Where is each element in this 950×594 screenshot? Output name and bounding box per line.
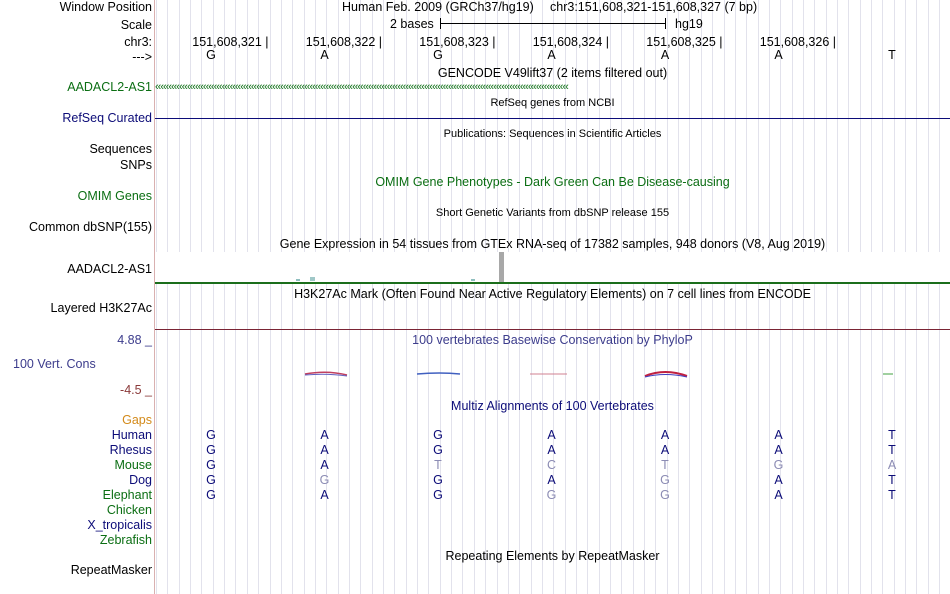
coordinate-tick-label: 151,608,324 | — [532, 35, 609, 49]
gtex-plot-area[interactable] — [155, 252, 950, 282]
alignment-base: A — [547, 428, 556, 442]
alignment-base: T — [888, 488, 896, 502]
alignment-base: G — [433, 473, 443, 487]
alignment-base: A — [774, 488, 783, 502]
repeatmasker-track-label[interactable]: RepeatMasker — [70, 563, 152, 577]
alignment-base: G — [546, 488, 557, 502]
window-position-label: Window Position — [59, 0, 152, 14]
scale-db: hg19 — [675, 17, 703, 31]
alignment-base: G — [660, 473, 670, 487]
gtex-small-bar — [310, 277, 315, 281]
reference-base: G — [433, 48, 443, 62]
alignment-base: T — [434, 458, 442, 472]
alignment-base: G — [660, 488, 670, 502]
h3k27ac-signal-line — [155, 329, 950, 330]
publications-track-title[interactable]: Publications: Sequences in Scientific Articles — [443, 128, 662, 140]
assembly-name: Human Feb. 2009 (GRCh37/hg19) — [342, 0, 534, 14]
alignment-base: A — [660, 443, 670, 457]
species-label[interactable]: Dog — [129, 473, 152, 487]
dbsnp-track-title[interactable]: Short Genetic Variants from dbSNP release 155 — [435, 207, 670, 219]
gtex-track-label[interactable]: AADACL2-AS1 — [67, 262, 152, 276]
coordinate-tick-label: 151,608,325 | — [646, 35, 723, 49]
alignment-base: T — [888, 428, 896, 442]
h3k27ac-track-label[interactable]: Layered H3K27Ac — [50, 301, 152, 315]
position-text: chr3:151,608,321-151,608,327 (7 bp) — [550, 0, 758, 14]
alignment-base: A — [320, 443, 329, 457]
alignment-base: A — [547, 443, 556, 457]
alignment-base: T — [888, 473, 896, 487]
alignment-base: G — [319, 473, 330, 487]
omim-track-label[interactable]: OMIM Genes — [77, 189, 152, 203]
phylop-plot[interactable] — [155, 366, 950, 382]
alignment-base: A — [547, 473, 556, 487]
alignment-base: C — [546, 458, 557, 472]
omim-track-title[interactable]: OMIM Gene Phenotypes - Dark Green Can Be Disease-causing — [375, 175, 730, 189]
species-label[interactable]: Rhesus — [109, 443, 152, 457]
alignment-base: T — [888, 443, 896, 457]
reference-base: T — [888, 48, 896, 62]
species-label[interactable]: Human — [111, 428, 152, 442]
reference-base: A — [547, 48, 556, 62]
gtex-track-title[interactable]: Gene Expression in 54 tissues from GTEx RNA-seq of 17382 samples, 948 donors (V8, Aug 2019) — [279, 237, 826, 251]
alignment-base: G — [206, 443, 216, 457]
alignment-base: G — [433, 428, 443, 442]
alignment-base: G — [433, 488, 443, 502]
gtex-baseline — [155, 282, 950, 284]
coordinate-tick-label: 151,608,323 | — [419, 35, 496, 49]
gtex-expression-bar[interactable] — [499, 252, 504, 282]
gencode-track-label[interactable]: AADACL2-AS1 — [67, 80, 152, 94]
alignment-base: A — [660, 428, 670, 442]
species-label[interactable]: Chicken — [106, 503, 152, 517]
reference-base: A — [660, 48, 670, 62]
alignment-base: A — [774, 428, 783, 442]
gencode-gene-feature[interactable]: ‹‹‹‹‹‹‹‹‹‹‹‹‹‹‹‹‹‹‹‹‹‹‹‹‹‹‹‹‹‹‹‹‹‹‹‹‹‹‹‹‹‹‹‹‹‹‹‹‹‹‹‹‹‹‹‹‹‹‹‹‹‹‹‹‹‹‹‹‹‹‹‹‹‹‹‹‹‹‹‹‹‹‹‹‹‹‹‹‹‹‹‹‹‹‹‹‹‹‹‹‹‹‹‹‹‹‹‹‹‹‹‹‹‹‹‹‹‹‹‹‹‹‹‹‹‹‹‹‹‹‹‹‹‹‹‹‹‹‹‹‹‹‹‹‹‹‹‹‹‹‹‹‹‹‹ — [155, 81, 568, 93]
alignment-base: A — [320, 458, 329, 472]
refseq-track-title[interactable]: RefSeq genes from NCBI — [490, 97, 615, 109]
phylop-track-label[interactable]: 100 Vert. Cons — [13, 357, 96, 371]
phylop-min-label: -4.5 _ — [120, 383, 152, 397]
gtex-small-bar — [471, 279, 475, 281]
strand-label: ---> — [132, 50, 152, 64]
h3k27ac-track-title[interactable]: H3K27Ac Mark (Often Found Near Active Regulatory Elements) on 7 cell lines from ENCODE — [294, 287, 811, 301]
alignment-base: A — [320, 428, 329, 442]
reference-base: A — [774, 48, 783, 62]
coordinate-tick-label: 151,608,326 | — [759, 35, 836, 49]
alignment-base: A — [320, 488, 329, 502]
species-label[interactable]: Zebrafish — [99, 533, 152, 547]
snps-track-label[interactable]: SNPs — [120, 158, 152, 172]
gaps-label: Gaps — [122, 413, 152, 427]
coordinate-tick-label: 151,608,321 | — [192, 35, 269, 49]
reference-base: A — [320, 48, 329, 62]
scale-text: 2 bases — [390, 17, 434, 31]
alignment-base: A — [774, 473, 783, 487]
alignment-base: G — [206, 473, 216, 487]
gencode-track-title[interactable]: GENCODE V49lift37 (2 items filtered out) — [437, 66, 668, 80]
scale-label: Scale — [120, 18, 152, 32]
scale-bar — [440, 23, 666, 24]
multiz-track-title[interactable]: Multiz Alignments of 100 Vertebrates — [451, 399, 654, 413]
repeatmasker-track-title[interactable]: Repeating Elements by RepeatMasker — [445, 549, 660, 563]
alignment-base: G — [206, 458, 216, 472]
species-label[interactable]: Mouse — [114, 458, 152, 472]
refseq-track-label[interactable]: RefSeq Curated — [62, 111, 152, 125]
alignment-base: G — [206, 488, 216, 502]
phylop-max-label: 4.88 _ — [117, 333, 152, 347]
gtex-small-bar — [296, 279, 300, 281]
scale-bar-right-tick — [665, 18, 666, 29]
species-label[interactable]: X_tropicalis — [87, 518, 152, 532]
publications-track-label[interactable]: Sequences — [89, 142, 152, 156]
alignment-base: G — [206, 428, 216, 442]
refseq-gene-line[interactable] — [155, 118, 950, 119]
phylop-track-title[interactable]: 100 vertebrates Basewise Conservation by PhyloP — [412, 333, 693, 347]
chrom-label: chr3: — [124, 35, 152, 49]
alignment-base: A — [774, 443, 783, 457]
dbsnp-track-label[interactable]: Common dbSNP(155) — [29, 220, 152, 234]
alignment-base: A — [887, 458, 897, 472]
species-label[interactable]: Elephant — [102, 488, 152, 502]
alignment-base: G — [773, 458, 784, 472]
alignment-base: T — [661, 458, 669, 472]
alignment-base: G — [433, 443, 443, 457]
reference-base: G — [206, 48, 216, 62]
coordinate-tick-label: 151,608,322 | — [305, 35, 382, 49]
